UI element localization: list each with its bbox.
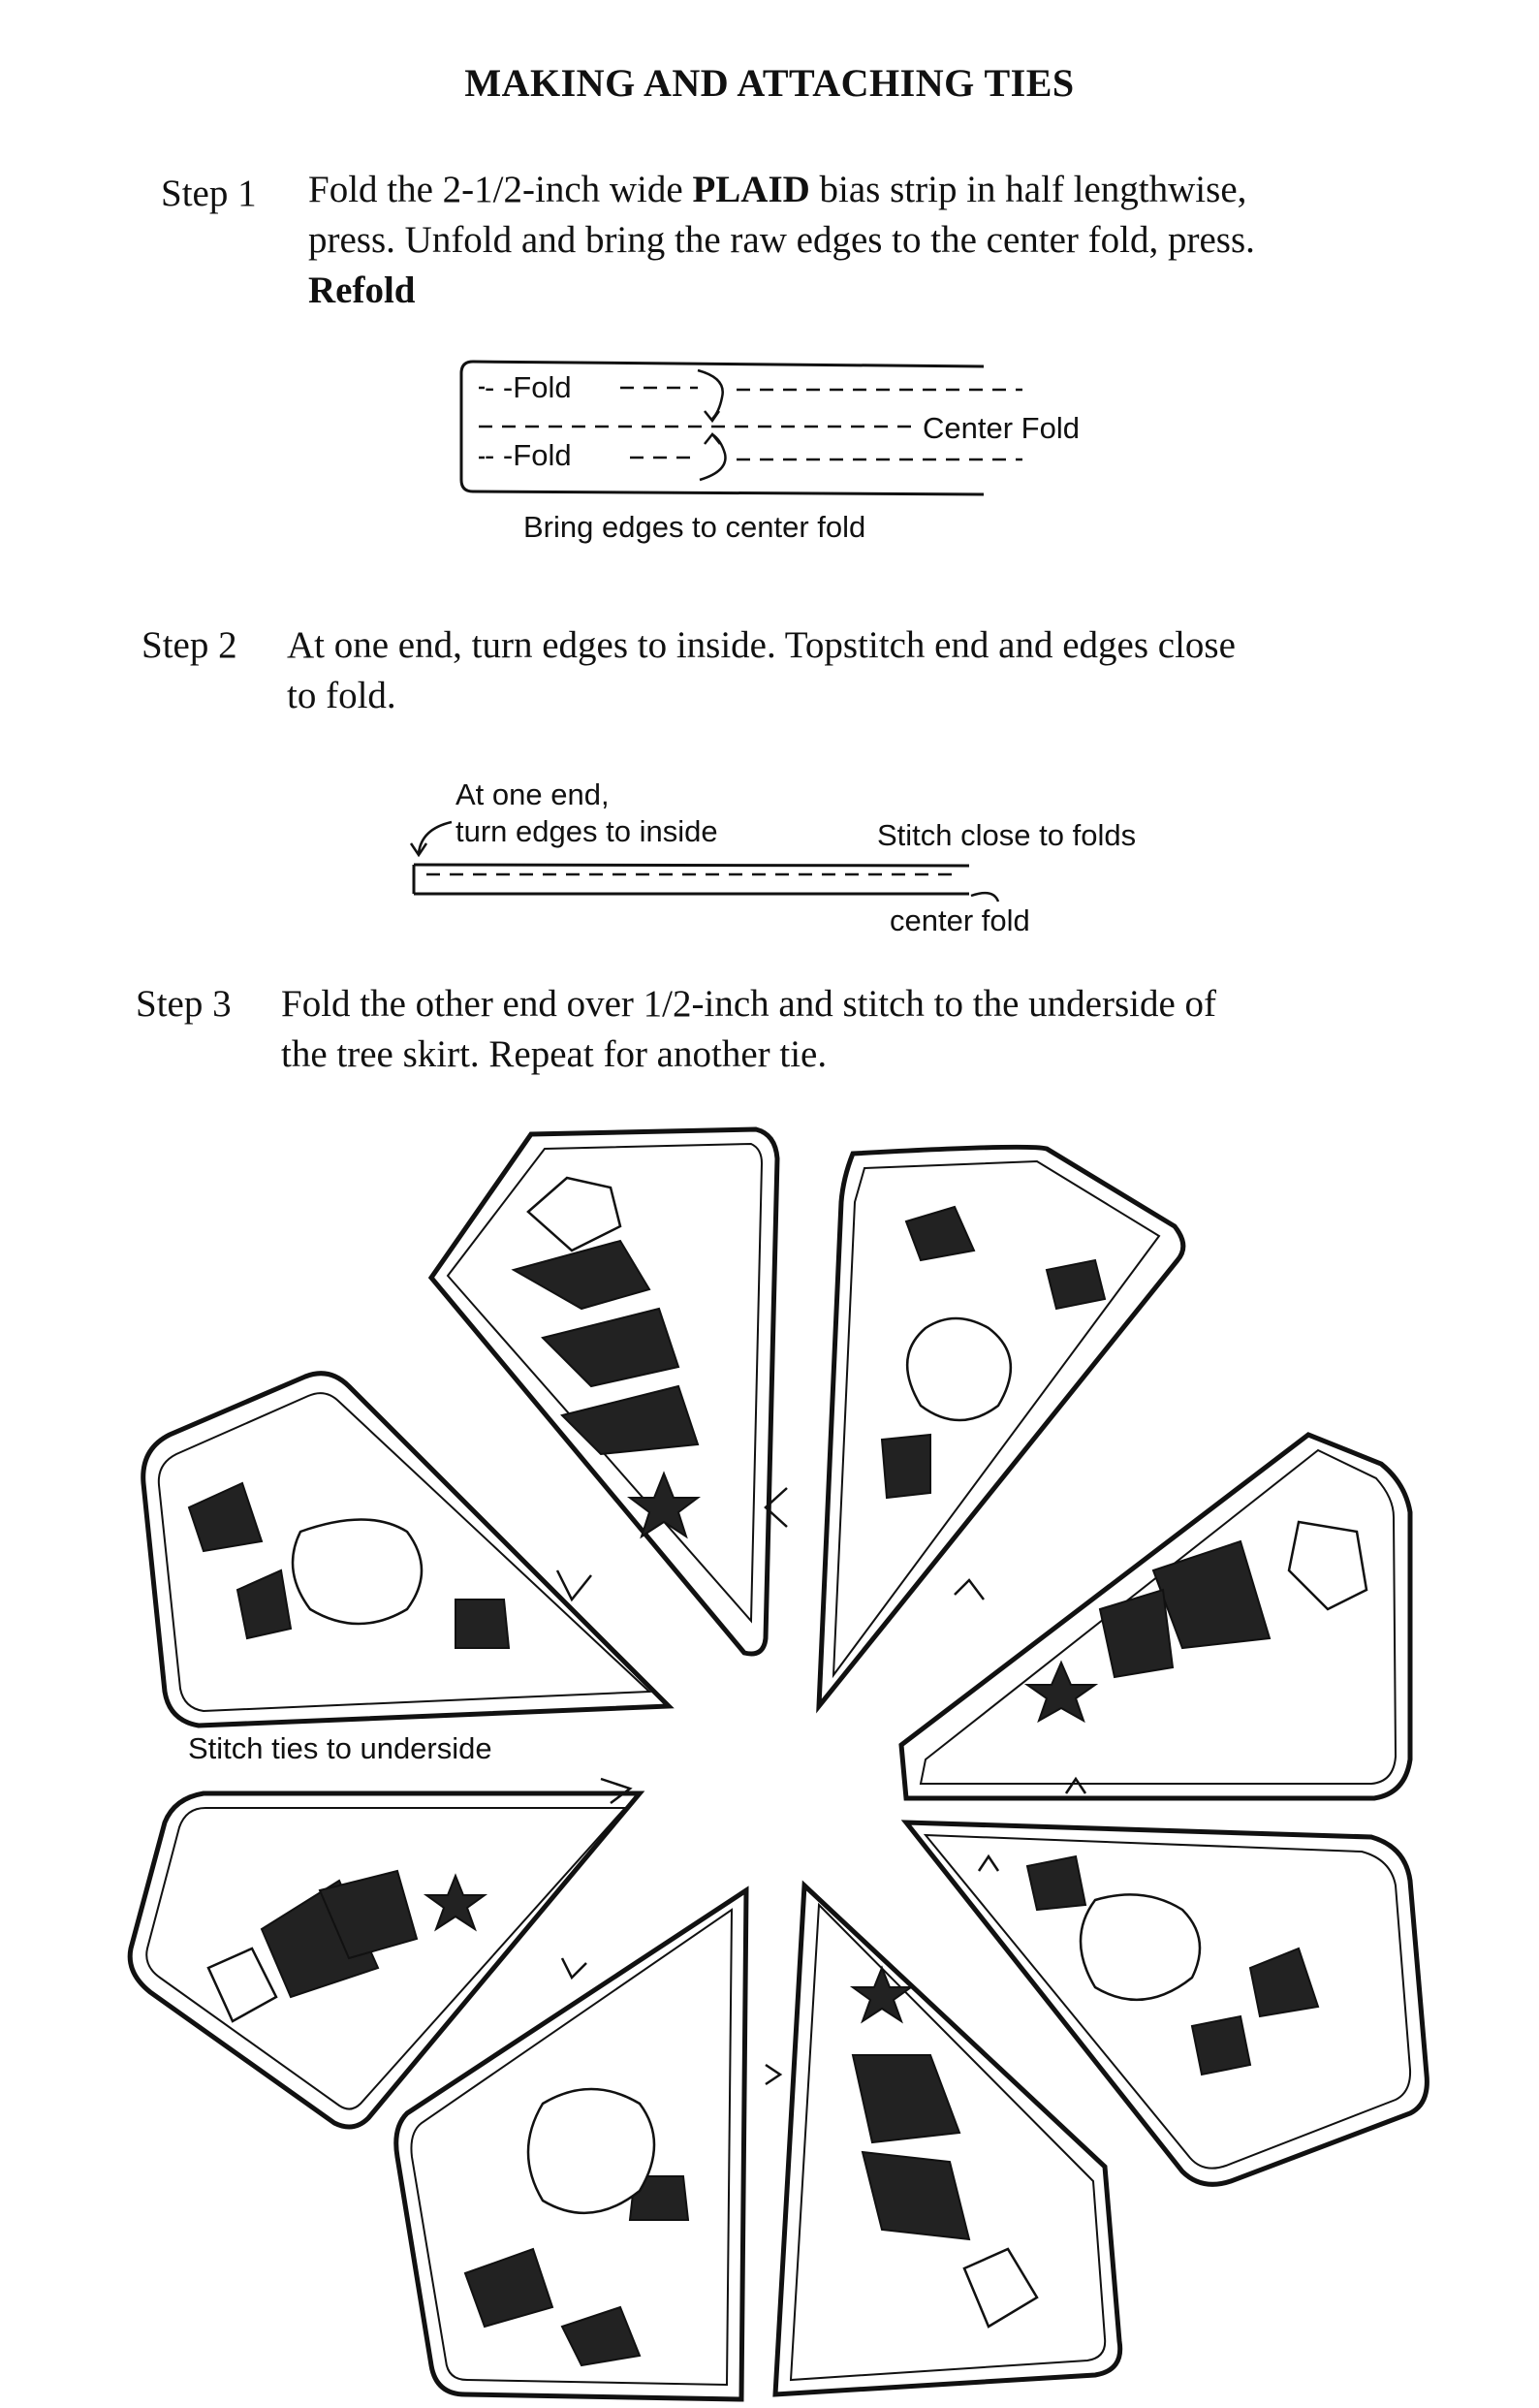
strip-bottom-edge: [473, 491, 984, 494]
fold-label-top: - -Fold: [485, 370, 572, 404]
step-2-text: [287, 620, 1508, 721]
diagram-1-caption: Bring edges to center fold: [523, 510, 866, 544]
diagram-2-end-line-2: turn edges to inside: [455, 814, 718, 848]
skirt-callout: Stitch ties to underside: [184, 1731, 496, 1766]
step-1-plaid: PLAID: [692, 169, 810, 210]
fold-bottom-text: Fold: [513, 438, 572, 472]
step-2-line-1: At one end, turn edges to inside. Topstitch end and edges close: [287, 624, 1236, 666]
step-1-line-1b: bias strip in half lengthwise,: [809, 169, 1247, 210]
panel-bottom-right: [906, 1822, 1427, 2184]
panel-top-right: [819, 1147, 1183, 1706]
panel-top-far-left: [143, 1374, 669, 1726]
diagram-2-center-label: center fold: [890, 903, 1030, 937]
strip-top-edge: [473, 362, 984, 366]
panel-top-left: [431, 1129, 777, 1654]
step-1-text: [308, 165, 1471, 316]
fold-top-text: Fold: [513, 370, 572, 404]
panel-left: [130, 1793, 640, 2127]
step-2: [0, 620, 1539, 727]
step-3-text: [281, 979, 1502, 1080]
panel-bottom: [775, 1885, 1120, 2394]
step-1-line-3: Refold: [308, 269, 416, 311]
step-3-line-2: the tree skirt. Repeat for another tie.: [281, 1033, 828, 1075]
strip-left-edge: [461, 362, 473, 491]
panel-bottom-left: [396, 1890, 746, 2399]
fold-label-bottom: - -Fold: [485, 438, 572, 472]
step-3-line-1: Fold the other end over 1/2-inch and stitch to the underside of: [281, 983, 1217, 1025]
step-1-line-2: press. Unfold and bring the raw edges to the center fold, press.: [308, 219, 1255, 261]
step-1-label: Step 1: [161, 173, 257, 214]
step-1-line-1a: Fold the 2-1/2-inch wide: [308, 169, 693, 210]
page-title: MAKING AND ATTACHING TIES: [464, 61, 1075, 105]
step-3: [0, 979, 1539, 1086]
step-1: [0, 165, 1539, 320]
panel-right: [901, 1435, 1410, 1798]
diagram-2-stitch-label: Stitch close to folds: [877, 818, 1137, 852]
center-fold-label: Center Fold: [923, 411, 1080, 445]
step-3-label: Step 3: [136, 983, 232, 1025]
step-2-line-2: to fold.: [287, 675, 396, 716]
step-2-label: Step 2: [141, 624, 237, 666]
diagram-2-end-line-1: At one end,: [455, 777, 610, 811]
